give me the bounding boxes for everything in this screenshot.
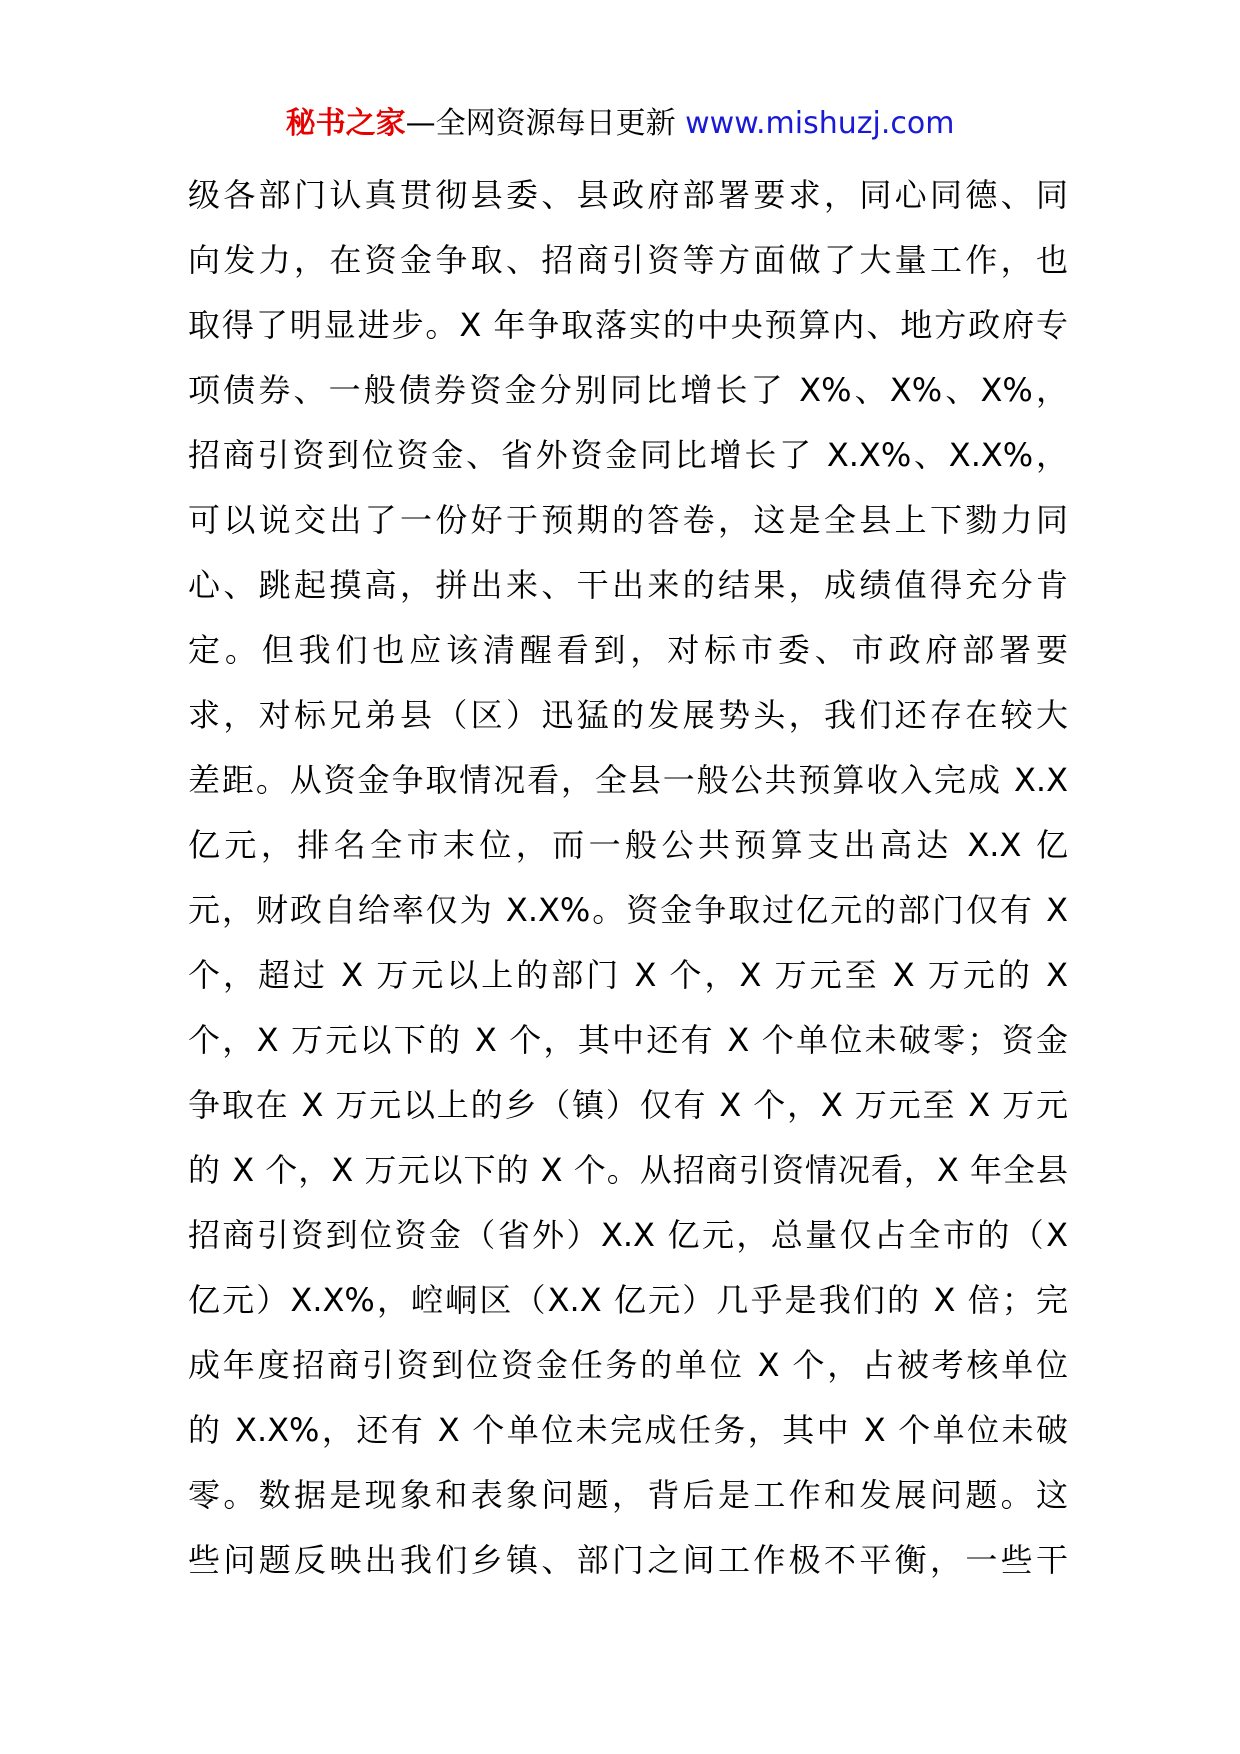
text-line: 亿元）X.X%，崆峒区（X.X 亿元）几乎是我们的 X 倍；完 bbox=[188, 1281, 1068, 1319]
text-line: 的 X.X%，还有 X 个单位未完成任务，其中 X 个单位未破 bbox=[188, 1411, 1068, 1449]
text-line: 元，财政自给率仅为 X.X%。资金争取过亿元的部门仅有 X bbox=[188, 891, 1068, 929]
document-body bbox=[188, 163, 1068, 1593]
text-line: 零。数据是现象和表象问题，背后是工作和发展问题。这 bbox=[188, 1476, 1068, 1514]
text-line: 心、跳起摸高，拼出来、干出来的结果，成绩值得充分肯 bbox=[188, 566, 1068, 604]
text-line: 定。但我们也应该清醒看到，对标市委、市政府部署要 bbox=[188, 631, 1068, 669]
text-line: 亿元，排名全市末位，而一般公共预算支出高达 X.X 亿 bbox=[188, 826, 1068, 864]
text-line: 成年度招商引资到位资金任务的单位 X 个，占被考核单位 bbox=[188, 1346, 1068, 1384]
site-header bbox=[0, 102, 1240, 146]
text-line: 向发力，在资金争取、招商引资等方面做了大量工作，也 bbox=[188, 241, 1068, 279]
text-line: 取得了明显进步。X 年争取落实的中央预算内、地方政府专 bbox=[188, 306, 1068, 344]
text-line: 项债券、一般债券资金分别同比增长了 X%、X%、X%， bbox=[188, 371, 1068, 409]
site-url-link[interactable]: www.mishuzj.com bbox=[685, 106, 955, 141]
text-line: 的 X 个，X 万元以下的 X 个。从招商引资情况看，X 年全县 bbox=[188, 1151, 1068, 1189]
text-line: 级各部门认真贯彻县委、县政府部署要求，同心同德、同 bbox=[188, 176, 1068, 214]
text-line: 求，对标兄弟县（区）迅猛的发展势头，我们还存在较大 bbox=[188, 696, 1068, 734]
site-tagline: —全网资源每日更新 bbox=[405, 106, 676, 141]
text-line: 招商引资到位资金（省外）X.X 亿元，总量仅占全市的（X bbox=[188, 1216, 1068, 1254]
text-line: 差距。从资金争取情况看，全县一般公共预算收入完成 X.X bbox=[188, 761, 1068, 799]
text-line: 争取在 X 万元以上的乡（镇）仅有 X 个，X 万元至 X 万元 bbox=[188, 1086, 1068, 1124]
text-line: 些问题反映出我们乡镇、部门之间工作极不平衡，一些干 bbox=[188, 1541, 1068, 1579]
text-line: 可以说交出了一份好于预期的答卷，这是全县上下勠力同 bbox=[188, 501, 1068, 539]
text-line: 个，X 万元以下的 X 个，其中还有 X 个单位未破零；资金 bbox=[188, 1021, 1068, 1059]
text-line: 招商引资到位资金、省外资金同比增长了 X.X%、X.X%， bbox=[188, 436, 1068, 474]
text-line: 个，超过 X 万元以上的部门 X 个，X 万元至 X 万元的 X bbox=[188, 956, 1068, 994]
site-brand: 秘书之家 bbox=[285, 106, 406, 141]
